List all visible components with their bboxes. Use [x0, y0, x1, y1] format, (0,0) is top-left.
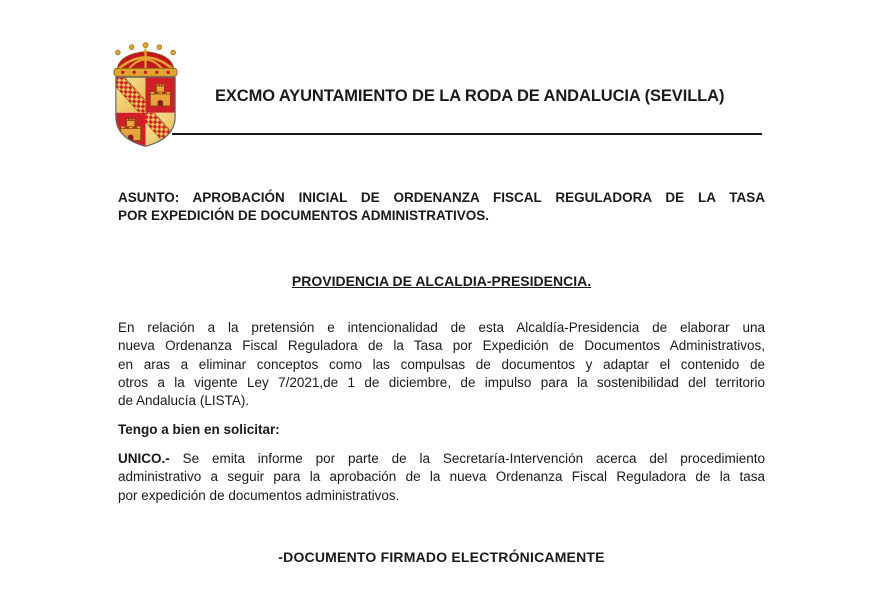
unico-line-3: por expedición de documentos administrativos.	[118, 487, 400, 503]
crown-icon	[114, 43, 177, 77]
subject-line-2: POR EXPEDICIÓN DE DOCUMENTOS ADMINISTRATIVOS.	[118, 208, 490, 224]
unico-paragraph	[118, 450, 765, 505]
body-paragraph	[118, 319, 765, 410]
unico-line-1	[118, 450, 765, 468]
body-line-2: nueva Ordenanza Fiscal Reguladora de la Tasa por Expedición de Documentos Administrativos,	[118, 338, 765, 354]
request-intro: Tengo a bien en solicitar:	[118, 422, 280, 437]
unico-line-2: administrativo a seguir para la aprobación de la nueva Ordenanza Fiscal Reguladora de la tasa	[118, 469, 765, 485]
document-heading	[118, 272, 765, 290]
subject-paragraph	[118, 189, 765, 226]
shield-icon	[110, 71, 182, 149]
body-line-4: otros a la vigente Ley 7/2021,de 1 de diciembre, de impulso para la sostenibilidad del territorio	[118, 374, 765, 390]
signature-footer: -DOCUMENTO FIRMADO ELECTRÓNICAMENTE	[278, 549, 605, 565]
unico-line-1-text: Se emita informe por parte de la Secretaría-Intervención acerca del procedimiento	[169, 451, 765, 466]
body-line-1: En relación a la pretensión e intencionalidad de esta Alcaldía-Presidencia de elaborar una	[118, 320, 765, 335]
body-line-3: en aras a eliminar conceptos como las compulsas de documentos y adaptar el contenido de	[118, 356, 765, 372]
header-rule	[172, 133, 762, 135]
subject-line-1: ASUNTO: APROBACIÓN INICIAL DE ORDENANZA FISCAL REGULADORA DE LA TASA	[118, 190, 765, 205]
organization-title: EXCMO AYUNTAMIENTO DE LA RODA DE ANDALUCIA (SEVILLA)	[215, 87, 725, 105]
unico-label: UNICO.-	[118, 451, 170, 466]
document-heading-text: PROVIDENCIA DE ALCALDIA-PRESIDENCIA.	[291, 273, 592, 289]
body-line-5: de Andalucía (LISTA).	[118, 393, 250, 409]
